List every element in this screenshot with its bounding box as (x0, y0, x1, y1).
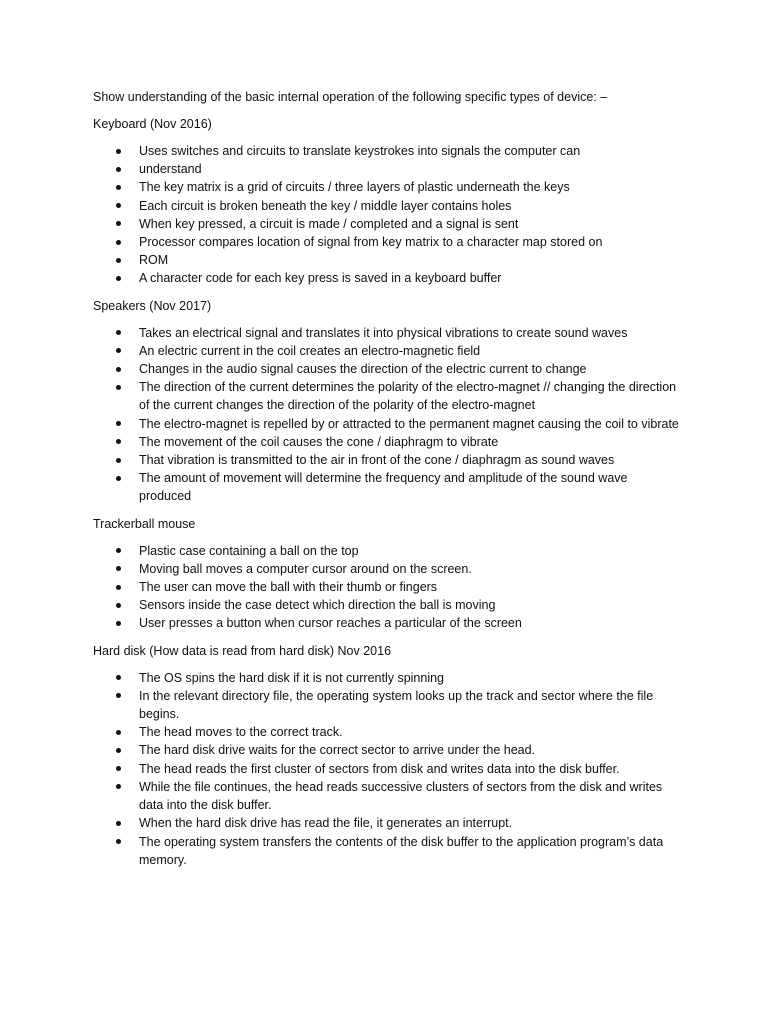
list-item-text: Plastic case containing a ball on the top (139, 543, 359, 558)
list-item-text: Each circuit is broken beneath the key / middle layer contains holes (139, 198, 512, 213)
bullet-icon (116, 149, 121, 154)
list-item-text: The operating system transfers the contents of the disk buffer to the application program’s data memory. (139, 834, 664, 867)
section-heading: Speakers (Nov 2017) (93, 298, 212, 313)
intro-text: Show understanding of the basic internal operation of the following specific types of device: – (93, 90, 608, 104)
list-item-text: Takes an electrical signal and translates it into physical vibrations to create sound waves (139, 325, 628, 340)
list-item (93, 142, 683, 160)
list-item (93, 160, 683, 178)
list-item (93, 360, 683, 378)
bullet-icon (116, 476, 121, 481)
list-item (93, 760, 683, 778)
list-item (93, 669, 683, 687)
list-item-text: The direction of the current determines the polarity of the electro-magnet // changing the direction of the current changes the direction of the polarity of the electro-magnet (139, 380, 677, 413)
list-item-text: The user can move the ball with their thumb or fingers (139, 580, 438, 595)
bullet-icon (116, 330, 121, 335)
list-item (93, 178, 683, 196)
list-item-text: Processor compares location of signal from key matrix to a character map stored on (139, 235, 603, 250)
section-heading: Hard disk (How data is read from hard disk) Nov 2016 (93, 643, 392, 658)
bullet-icon (116, 730, 121, 735)
list-item-text: understand (139, 162, 202, 177)
bullet-icon (116, 784, 121, 789)
bullet-list (93, 324, 683, 506)
list-item (93, 614, 683, 632)
list-item-text: A character code for each key press is saved in a keyboard buffer (139, 271, 502, 286)
list-item-text: In the relevant directory file, the operating system looks up the track and sector where the file begins. (139, 688, 654, 722)
bullet-icon (116, 693, 121, 698)
bullet-list (93, 669, 683, 869)
list-item-text: The amount of movement will determine the frequency and amplitude of the sound wave produced (139, 471, 628, 504)
list-item (93, 233, 683, 251)
bullet-icon (116, 421, 121, 426)
list-item (93, 378, 683, 414)
list-item-text: User presses a button when cursor reaches a particular of the screen (139, 616, 522, 631)
list-item-text: That vibration is transmitted to the air in front of the cone / diaphragm as sound waves (139, 453, 615, 468)
bullet-icon (116, 221, 121, 226)
list-item (93, 560, 683, 578)
section-heading: Keyboard (Nov 2016) (93, 117, 212, 131)
list-item-text: When the hard disk drive has read the file, it generates an interrupt. (139, 816, 513, 831)
list-item (93, 687, 683, 723)
list-item-text: The hard disk drive waits for the correct sector to arrive under the head. (139, 743, 536, 758)
list-item (93, 415, 683, 433)
section-hard-disk (93, 642, 683, 869)
list-item-text: ROM (139, 253, 169, 268)
list-item-text: The head moves to the correct track. (139, 725, 343, 740)
bullet-icon (116, 675, 121, 680)
list-item (93, 269, 683, 287)
bullet-icon (116, 203, 121, 208)
bullet-icon (116, 748, 121, 753)
list-item (93, 814, 683, 832)
bullet-icon (116, 621, 121, 626)
list-item (93, 741, 683, 759)
list-item (93, 833, 683, 869)
list-item-text: The key matrix is a grid of circuits / three layers of plastic underneath the keys (139, 180, 570, 195)
list-item-text: Sensors inside the case detect which direction the ball is moving (139, 598, 496, 613)
bullet-icon (116, 603, 121, 608)
bullet-icon (116, 258, 121, 263)
list-item (93, 433, 683, 451)
bullet-icon (116, 385, 121, 390)
list-item (93, 197, 683, 215)
list-item-text: While the file continues, the head reads successive clusters of sectors from the disk and writes data into the disk buffer. (139, 779, 663, 813)
list-item-text: Uses switches and circuits to translate keystrokes into signals the computer can (139, 144, 581, 158)
bullet-icon (116, 367, 121, 372)
bullet-list (93, 142, 683, 288)
list-item (93, 215, 683, 233)
bullet-icon (116, 585, 121, 590)
bullet-icon (116, 348, 121, 353)
list-item (93, 324, 683, 342)
bullet-icon (116, 839, 121, 844)
list-item (93, 578, 683, 596)
list-item-text: Moving ball moves a computer cursor around on the screen. (139, 561, 472, 576)
bullet-icon (116, 821, 121, 826)
bullet-icon (116, 240, 121, 245)
list-item (93, 451, 683, 469)
document-page (93, 88, 683, 878)
list-item-text: Changes in the audio signal causes the direction of the electric current to change (139, 362, 587, 377)
bullet-icon (116, 439, 121, 444)
bullet-icon (116, 185, 121, 190)
list-item-text: An electric current in the coil creates an electro-magnetic field (139, 343, 481, 358)
list-item-text: The electro-magnet is repelled by or attracted to the permanent magnet causing the coil to vibrate (139, 416, 679, 431)
bullet-icon (116, 458, 121, 463)
list-item (93, 469, 683, 505)
list-item-text: The movement of the coil causes the cone / diaphragm to vibrate (139, 434, 499, 449)
section-heading: Trackerball mouse (93, 516, 196, 531)
section-trackerball-mouse (93, 515, 683, 633)
section-speakers (93, 297, 683, 506)
list-item (93, 778, 683, 814)
list-item (93, 542, 683, 560)
bullet-icon (116, 167, 121, 172)
list-item (93, 251, 683, 269)
bullet-icon (116, 276, 121, 281)
section-keyboard (93, 115, 683, 288)
bullet-list (93, 542, 683, 633)
bullet-icon (116, 548, 121, 553)
bullet-icon (116, 766, 121, 771)
bullet-icon (116, 566, 121, 571)
list-item (93, 596, 683, 614)
list-item (93, 723, 683, 741)
list-item (93, 342, 683, 360)
list-item-text: The OS spins the hard disk if it is not currently spinning (139, 670, 445, 685)
list-item-text: The head reads the first cluster of sectors from disk and writes data into the disk buffer. (139, 761, 620, 776)
list-item-text: When key pressed, a circuit is made / completed and a signal is sent (139, 216, 519, 231)
